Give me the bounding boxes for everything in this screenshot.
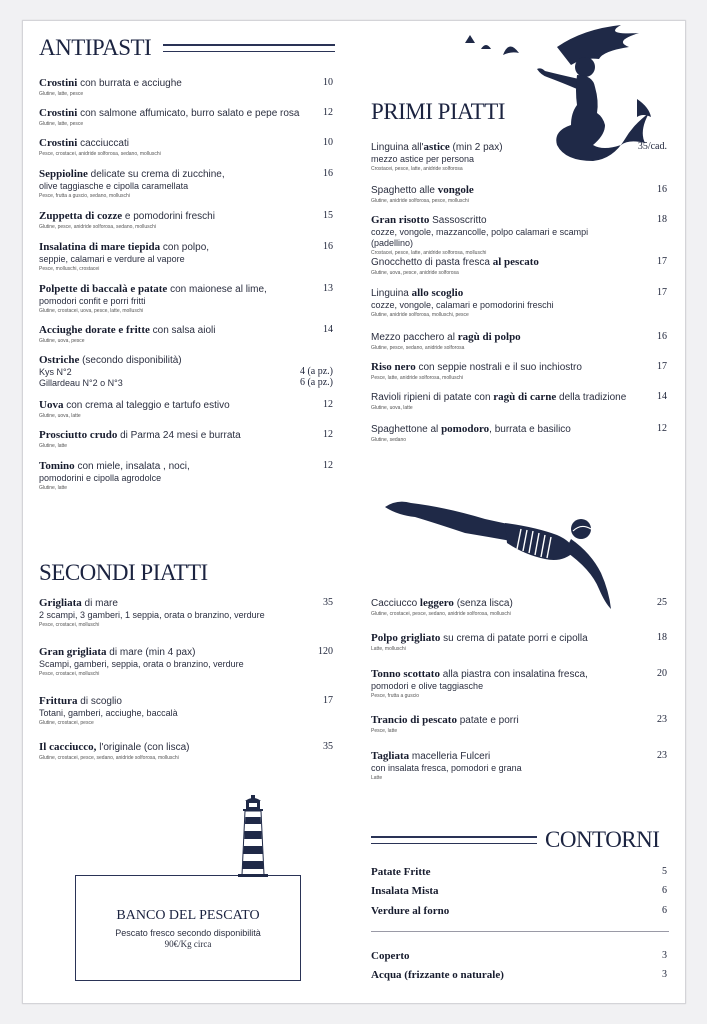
item-allergens: Glutine, sedano: [371, 437, 407, 443]
item-name-line: [39, 597, 309, 610]
item-desc: con salsa aioli: [149, 325, 216, 336]
item-desc: delicate su crema di zucchine,: [87, 169, 225, 180]
item-allergens: Glutine, latte: [39, 443, 68, 449]
antipasti-item: [39, 460, 309, 492]
item-price: 16: [657, 184, 667, 195]
item-desc: Sassoscritto: [429, 215, 487, 226]
item-name-line: [39, 695, 309, 708]
antipasti-rule: [163, 44, 335, 52]
item-name-line: [39, 324, 309, 337]
item-desc: con miele, insalata , noci,: [74, 461, 190, 472]
primi-item: [371, 361, 631, 382]
item-price: 18: [657, 632, 667, 643]
item-desc: della tradizione: [556, 392, 627, 403]
item-name-line: [39, 646, 309, 659]
item-subline: seppie, calamari e verdure al vapore: [39, 254, 185, 264]
secondi-item: [39, 597, 309, 629]
item-allergens: Latte: [371, 775, 383, 781]
primi-item: [371, 184, 631, 205]
item-price: 25: [657, 597, 667, 608]
banco-line2: 90€/Kg circa: [164, 939, 212, 949]
contorni-item: [371, 866, 611, 879]
item-name: Tomino: [39, 460, 75, 472]
diver-illustration-icon: [385, 493, 625, 613]
antipasti-item: [39, 137, 309, 158]
item-subline: pomodorini e cipolla agrodolce: [39, 473, 162, 483]
item-name-line: [39, 399, 309, 412]
item-name-line: [371, 287, 631, 300]
item-prefix: Cacciucco: [371, 598, 420, 609]
item-name: Acqua (frizzante o naturale): [371, 969, 504, 981]
item-desc: cacciuccati: [77, 138, 129, 149]
item-desc: con burrata e acciughe: [77, 78, 182, 89]
antipasti-item: [39, 354, 309, 389]
item-prefix: Gnocchetto di pasta fresca: [371, 257, 493, 268]
item-name-line: [39, 283, 309, 296]
item-price: 12: [323, 460, 333, 471]
item-prefix: Mezzo pacchero al: [371, 332, 458, 343]
contorni-item: [371, 905, 611, 918]
item-allergens: Pesce, molluschi, crostacei: [39, 266, 100, 272]
item-desc: con crema al taleggio e tartufo estivo: [63, 400, 230, 411]
item-allergens: Glutine, uova, latte: [371, 405, 413, 411]
item-desc: (min 2 pax): [449, 142, 503, 153]
item-desc: con seppie nostrali e il suo inchiostro: [415, 362, 582, 373]
item-desc: (secondo disponibilità): [79, 355, 182, 366]
item-allergens: Glutine, latte, pesce: [39, 91, 84, 97]
item-name: Insalata Mista: [371, 885, 439, 897]
item-desc: di mare (min 4 pax): [106, 647, 196, 658]
item-allergens: Glutine, anidride solforosa, pesce, molluschi: [371, 198, 469, 204]
item-desc: di scoglio: [77, 696, 122, 707]
item-allergens: Pesce, frutta a guscio: [371, 693, 420, 699]
item-price: 10: [323, 77, 333, 88]
item-price: 12: [657, 423, 667, 434]
item-price: 35/cad.: [637, 141, 667, 152]
item-name-line: [371, 885, 611, 898]
secondi-item: [371, 632, 631, 653]
menu-page: [22, 20, 686, 1004]
item-name: pomodoro: [441, 423, 490, 435]
contorni-item: [371, 885, 611, 898]
item-subline: pomodori e olive taggiasche: [371, 681, 484, 691]
item-allergens: Glutine, pesce, anidride solforosa, sedano, molluschi: [39, 224, 157, 230]
item-allergens: Pesce, frutta a guscio, sedano, molluschi: [39, 193, 130, 199]
item-desc: su crema di patate porri e cipolla: [440, 633, 588, 644]
item-price: 12: [323, 399, 333, 410]
item-subline: pomodori confit e porri fritti: [39, 296, 146, 306]
item-desc: patate e porri: [456, 715, 519, 726]
item-allergens: Glutine, latte: [39, 485, 68, 491]
secondi-item: [371, 668, 631, 700]
item-price: 35: [323, 597, 333, 608]
item-allergens: Glutine, crostacei, uova, pesce, latte, molluschi: [39, 308, 144, 314]
item-allergens: Glutine, crostacei, pesce, sedano, anidride solforosa, molluschi: [371, 611, 511, 617]
primi-item: [371, 214, 631, 257]
item-allergens: Glutine, uova, latte: [39, 413, 81, 419]
item-desc: e pomodorini freschi: [122, 211, 215, 222]
primi-item: [371, 287, 631, 319]
antipasti-item: [39, 399, 309, 420]
item-name: Gran grigliata: [39, 646, 107, 658]
item-price: 17: [657, 361, 667, 372]
item-price: 3: [662, 950, 667, 961]
item-name: Gran risotto: [371, 214, 430, 226]
item-allergens: Glutine, pesce, sedano, anidride solforosa: [371, 345, 465, 351]
item-price: 23: [657, 750, 667, 761]
item-name: Tagliata: [371, 750, 410, 762]
item-price: 17: [657, 287, 667, 298]
item-name-line: [371, 331, 631, 344]
extras-item: [371, 950, 611, 963]
item-subline: cozze, vongole, calamari e pomodorini freschi: [371, 300, 554, 310]
item-price: 16: [323, 241, 333, 252]
item-name-line: [371, 950, 611, 963]
antipasti-item: [39, 283, 309, 315]
item-name-line: [39, 429, 309, 442]
item-name: Grigliata: [39, 597, 82, 609]
item-name-line: [39, 354, 309, 367]
contorni-rule: [371, 836, 537, 844]
item-name: Verdure al forno: [371, 905, 450, 917]
item-price: 6: [662, 885, 667, 896]
item-price: 15: [323, 210, 333, 221]
item-name-line: [39, 107, 309, 120]
item-name: Trancio di pescato: [371, 714, 457, 726]
item-subline: olive taggiasche e cipolla caramellata: [39, 181, 189, 191]
primi-item: [371, 256, 631, 277]
item-subline-2: Gillardeau N°2 o N°3: [39, 378, 123, 388]
banco-line1: Pescato fresco secondo disponibilità: [115, 928, 261, 938]
primi-item: [371, 331, 631, 352]
banco-box: [75, 875, 301, 981]
item-name-line: [39, 210, 309, 223]
item-allergens: Glutine, anidride solforosa, molluschi, pesce: [371, 312, 469, 318]
item-name: al pescato: [492, 256, 539, 268]
item-subline: con insalata fresca, pomodori e grana: [371, 763, 522, 773]
item-name: ragù di polpo: [457, 331, 521, 343]
item-allergens: Glutine, uova, pesce: [39, 338, 85, 344]
item-name-line: [39, 741, 309, 754]
item-name: Tonno scottato: [371, 668, 440, 680]
antipasti-item: [39, 168, 309, 200]
item-price: 16: [657, 331, 667, 342]
item-price: 18: [657, 214, 667, 225]
item-price: 13: [323, 283, 333, 294]
item-price: 10: [323, 137, 333, 148]
item-name: allo scoglio: [411, 287, 464, 299]
item-name-line: [39, 77, 309, 90]
banco-title: BANCO DEL PESCATO: [116, 908, 260, 923]
item-name-line: [371, 905, 611, 918]
item-desc: (senza lisca): [453, 598, 513, 609]
item-subline: cozze, vongole, mazzancolle, polpo calamari e scampi (padellino): [371, 227, 589, 248]
item-desc: l'originale (con lisca): [96, 742, 190, 753]
item-name: Frittura: [39, 695, 78, 707]
item-price: 3: [662, 969, 667, 980]
secondi-item: [39, 646, 309, 678]
item-name-line: [371, 256, 631, 269]
antipasti-item: [39, 107, 309, 128]
antipasti-item: [39, 324, 309, 345]
item-prefix: Spaghettone al: [371, 424, 442, 435]
antipasti-item: [39, 241, 309, 273]
item-desc: con maionese al lime,: [167, 284, 267, 295]
item-name: Crostini: [39, 137, 78, 149]
item-name-line: [371, 391, 631, 404]
item-name: Prosciutto crudo: [39, 429, 118, 441]
item-name: leggero: [419, 597, 454, 609]
item-name: Polpette di baccalà e patate: [39, 283, 168, 295]
item-name: Acciughe dorate e fritte: [39, 324, 150, 336]
item-subline: Scampi, gamberi, seppia, orata o branzino, verdure: [39, 659, 244, 669]
item-price: 16: [323, 168, 333, 179]
item-prefix: Spaghetto alle: [371, 185, 438, 196]
antipasti-item: [39, 77, 309, 98]
item-name: Seppioline: [39, 168, 88, 180]
antipasti-title: ANTIPASTI: [39, 35, 152, 60]
item-name: Crostini: [39, 107, 78, 119]
secondi-item: [371, 750, 631, 782]
item-name-line: [39, 168, 309, 181]
item-price: 17: [657, 256, 667, 267]
lighthouse-icon: [235, 795, 271, 877]
item-allergens: Glutine, crostacei, pesce: [39, 720, 94, 726]
item-name: Insalatina di mare tiepida: [39, 241, 161, 253]
item-name: Riso nero: [371, 361, 416, 373]
item-desc: , burrata e basilico: [489, 424, 571, 435]
item-name-line: [39, 241, 309, 254]
item-desc: macelleria Fulceri: [409, 751, 491, 762]
item-price: 120: [318, 646, 333, 657]
primi-item: [371, 423, 631, 444]
item-name-line: [371, 214, 631, 227]
item-subline: Kys N°2: [39, 367, 72, 377]
item-name-line: [371, 969, 611, 982]
item-allergens: Pesce, crostacei, molluschi: [39, 671, 100, 677]
item-name-line: [371, 750, 631, 763]
contorni-title: CONTORNI: [545, 827, 660, 852]
item-name-line: [371, 423, 631, 436]
primi-item: [371, 391, 631, 412]
item-prefix: Linguina: [371, 288, 412, 299]
item-allergens: Pesce, crostacei, molluschi: [39, 622, 100, 628]
secondi-title: SECONDI PIATTI: [39, 560, 208, 585]
item-price: 14: [657, 391, 667, 402]
item-subline: 2 scampi, 3 gamberi, 1 seppia, orata o branzino, verdure: [39, 610, 265, 620]
item-name: astice: [423, 141, 450, 153]
item-desc: di mare: [81, 598, 118, 609]
secondi-item: [39, 695, 309, 727]
primi-title: PRIMI PIATTI: [371, 99, 505, 124]
item-allergens: Glutine, crostacei, pesce, sedano, anidride solforosa, molluschi: [39, 755, 179, 761]
mermaid-illustration-icon: [453, 21, 653, 166]
item-price: 14: [323, 324, 333, 335]
item-name-line: [371, 632, 631, 645]
item-desc: alla piastra con insalatina fresca,: [439, 669, 588, 680]
item-allergens: Pesce, latte, anidride solforosa, molluschi: [371, 375, 463, 381]
item-name: Ostriche: [39, 354, 80, 366]
item-name: Patate Fritte: [371, 866, 431, 878]
item-name-line: [371, 714, 631, 727]
item-allergens: Latte, molluschi: [371, 646, 406, 652]
item-desc: di Parma 24 mesi e burrata: [117, 430, 241, 441]
item-name-line: [39, 137, 309, 150]
item-name-line: [371, 866, 611, 879]
item-allergens: Glutine, uova, pesce, anidride solforosa: [371, 270, 459, 276]
item-price: 35: [323, 741, 333, 752]
item-name: Crostini: [39, 77, 78, 89]
item-price: 23: [657, 714, 667, 725]
item-name: Polpo grigliato: [371, 632, 441, 644]
item-name: Coperto: [371, 950, 410, 962]
item-price-2: 6 (a pz.): [299, 377, 333, 388]
item-price: 6: [662, 905, 667, 916]
item-price: 17: [323, 695, 333, 706]
item-subline: Totani, gamberi, acciughe, baccalà: [39, 708, 178, 718]
item-name-line: [371, 668, 631, 681]
item-allergens: Crostacei, pesce, latte, anidride solforosa, molluschi: [371, 250, 487, 256]
item-name-line: [39, 460, 309, 473]
extras-item: [371, 969, 611, 982]
item-desc: con polpo,: [160, 242, 210, 253]
item-subline: mezzo astice per persona: [371, 154, 475, 164]
item-price: 12: [323, 107, 333, 118]
secondi-item: [371, 714, 631, 735]
secondi-item: [39, 741, 309, 762]
item-allergens: Pesce, latte: [371, 728, 398, 734]
item-name: ragù di carne: [493, 391, 557, 403]
contorni-divider: [371, 931, 669, 932]
item-allergens: Crostacei, pesce, latte, anidride solforosa: [371, 166, 463, 172]
item-price-1: 4 (a pz.): [299, 366, 333, 377]
antipasti-item: [39, 210, 309, 231]
item-desc: con salmone affumicato, burro salato e pepe rosa: [77, 108, 300, 119]
item-name: Uova: [39, 399, 64, 411]
item-name: Zuppetta di cozze: [39, 210, 123, 222]
item-allergens: Pesce, crostacei, anidride solforosa, sedano, molluschi: [39, 151, 161, 157]
item-name: vongole: [437, 184, 474, 196]
item-prefix: Ravioli ripieni di patate con: [371, 392, 494, 403]
item-price: 12: [323, 429, 333, 440]
item-name: Il cacciucco,: [39, 741, 97, 753]
item-name-line: [371, 184, 631, 197]
item-name-line: [371, 361, 631, 374]
item-allergens: Glutine, latte, pesce: [39, 121, 84, 127]
antipasti-item: [39, 429, 309, 450]
item-price: 5: [662, 866, 667, 877]
item-price: 20: [657, 668, 667, 679]
item-prefix: Linguina all': [371, 142, 424, 153]
